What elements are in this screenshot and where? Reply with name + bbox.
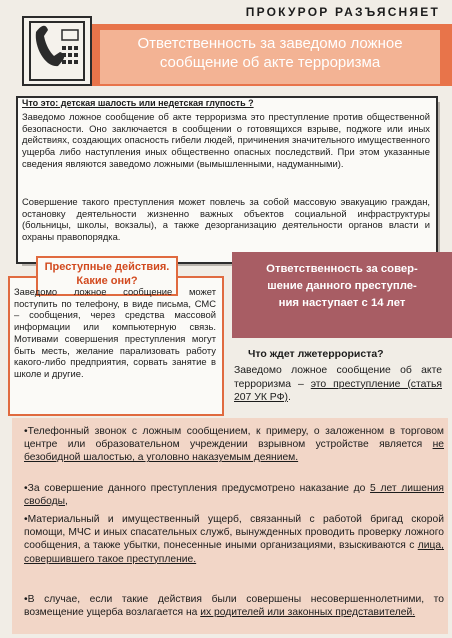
page-title <box>100 30 440 84</box>
definition-paragraph-1: Заведомо ложное сообщение об акте терроризма это преступление против общественной безопасности. Оно заключается в сообщении о готовящихся взрыве, поджоге или иных действиях, создающих опасность гибели людей, причинения значительного имущественного ущерба либо наступления иных общественно опасных последствий. При этом указанные сведения являются заведомо ложными (вымышленными, надуманными). <box>22 111 430 169</box>
phone-icon <box>24 18 90 84</box>
age-line-3: ния наступает с 14 лет <box>278 297 406 309</box>
phone-icon-box <box>22 16 92 86</box>
title-line-2: сообщение об акте терроризма <box>159 54 381 71</box>
criminal-actions-title-line-1: Преступные действия. <box>44 261 170 273</box>
definition-question: Что это: детская шалость или недетская глупость ? <box>22 98 254 108</box>
criminal-actions-title-line-2: Какие они? <box>76 275 138 287</box>
bullet-item-3: •Материальный и имущественный ущерб, связанный с работой бригад скорой помощи, МЧС и иных спасательных служб, вынужденных проводить проверку ложного сообщения, а также убытки, понесенные иными организациями, взыскиваются с лица, совершившего такое преступление. <box>24 514 444 565</box>
age-line-1: Ответственность за совер- <box>266 263 418 275</box>
age-line-2: шение данного преступле- <box>267 280 417 292</box>
bullet-item-1: •Телефонный звонок с ложным сообщением, к примеру, о заложенном в торговом центре или образовательном учреждении взрывном устройстве является не безобидной шалостью, а уголовно наказуемым деянием. <box>24 426 444 464</box>
bullet-item-4: •В случае, если такие действия были совершены несовершеннолетними, то возмещение ущерба возлагается на их родителей или законных представителей. <box>24 594 444 619</box>
header-label: ПРОКУРОР РАЗЪЯСНЯЕТ <box>245 5 440 19</box>
definition-paragraph-2: Совершение такого преступления может повлечь за собой массовую эвакуацию граждан, остановку деятельности жизненно важных объектов социальной инфраструктуры (больницы, школы, вокзалы), а также дезорганизацию деятельности органов власти и охраны правопорядка. <box>22 196 430 243</box>
consequences-heading: Что ждет лжетеррориста? <box>248 348 384 360</box>
consequences-paragraph: Заведомо ложное сообщение об акте терроризма – это преступление (статья 207 УК РФ). <box>234 365 442 404</box>
age-responsibility-box <box>232 252 452 338</box>
bullet-item-2: •За совершение данного преступления предусмотрено наказание до 5 лет лишения свободы, <box>24 483 444 508</box>
title-line-1: Ответственность за заведомо ложное <box>137 35 403 52</box>
criminal-actions-paragraph: Заведомо ложное сообщение может поступить по телефону, в виде письма, СМС – сообщения, через средства массовой информации или компьютерную связь. Мотивами совершения преступления могут быть месть, желание парализовать работу какого-либо предприятия, сорвать занятие в школе и другие. <box>14 286 216 379</box>
